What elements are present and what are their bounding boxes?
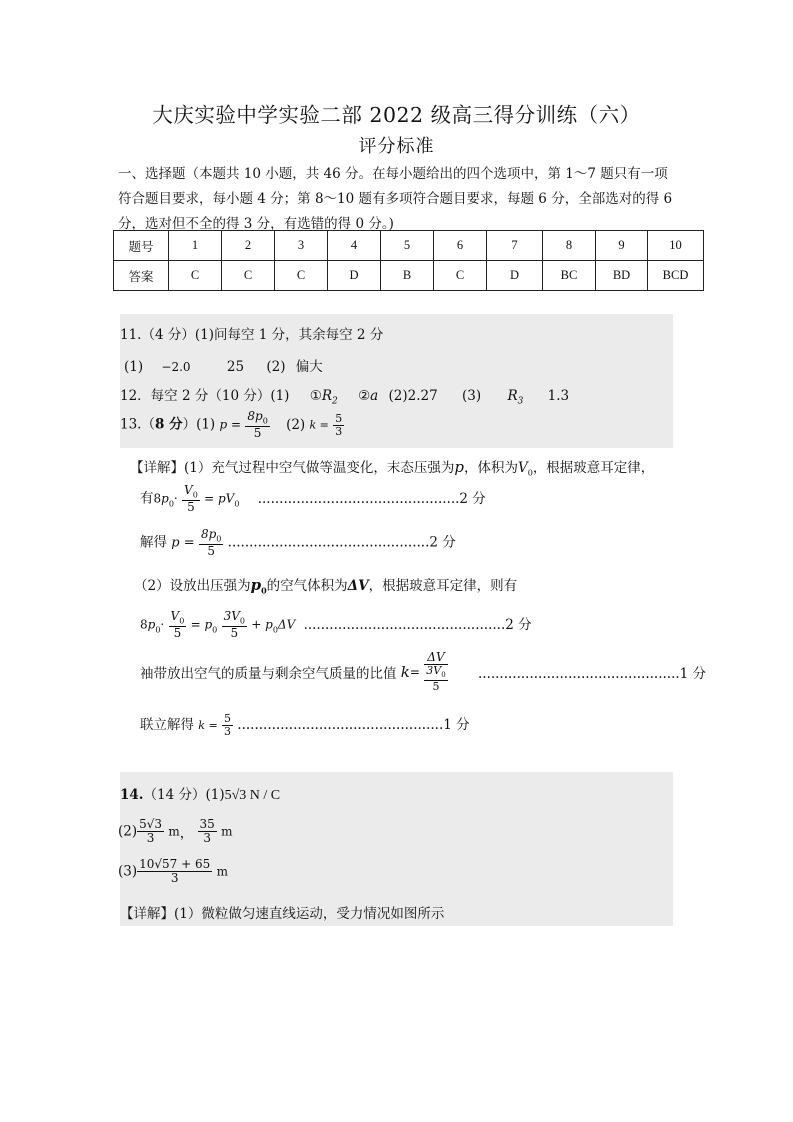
solve-fraction <box>199 528 223 558</box>
table-cell: BC <box>543 261 596 291</box>
frac-den: 3 <box>146 831 155 846</box>
frac-num: 5 <box>223 712 231 725</box>
frac-num: ΔV <box>424 651 447 665</box>
table-cell: B <box>381 261 434 291</box>
q14-fraction-2 <box>198 818 217 845</box>
table-cell: 4 <box>328 231 381 261</box>
table-cell: 5 <box>381 231 434 261</box>
frac-sub: 0 <box>216 534 222 544</box>
q13-equation-1: 有$8p_0\cdot$ $\frac{V_0}{5}$ = $pV_0$ ...............................................2 分 <box>140 483 486 515</box>
table-cell: 6 <box>434 231 487 261</box>
detail-text: ，根据玻意耳定律， <box>532 460 655 476</box>
frac-sub: 0 <box>239 616 245 626</box>
intro-line: 符合题目要求，每小题 4 分；第 8～10 题有多项符合题目要求，每题 6 分，全部选对的得 6 <box>118 191 673 207</box>
frac-num: 8p <box>200 527 217 541</box>
frac-den: 5 <box>253 426 262 441</box>
answer-table <box>113 230 704 291</box>
page-title: 大庆实验中学实验二部 2022 级高三得分训练（六） <box>152 103 641 127</box>
q12-r3-symbol: R <box>507 388 518 404</box>
eq-8: 8 <box>153 491 162 506</box>
score-dots: ...............................................2 分 <box>227 534 456 551</box>
q13-head-text: 13.（ <box>120 416 155 433</box>
intro-line: 一、选择题（本题共 10 小题，共 46 分。在每小题给出的四个选项中，第 1～7 题只有一项 <box>118 166 668 182</box>
q13-solve-2 <box>140 713 470 738</box>
table-cell: 2 <box>222 231 275 261</box>
detail-v-sub: 0 <box>527 468 533 478</box>
separator: ， <box>179 825 194 842</box>
table-cell: 9 <box>596 231 648 261</box>
eq-8: 8 <box>140 617 148 632</box>
frac-den: 5 <box>187 500 195 515</box>
table-cell: C <box>222 261 275 291</box>
inner-fraction <box>424 665 447 693</box>
q11-value-1: −2.0 <box>161 360 191 374</box>
q13-equation-2: $8p_0\cdot$ $\frac{V_0}{5}$ = $p_0$ $\frac{3V_0}{5}$ + $p_0\Delta V$ ...............................................2 分 <box>140 609 532 641</box>
q13-detail-line <box>130 456 654 478</box>
frac-den: 3 <box>223 725 231 739</box>
eq-rhs: = pV <box>204 491 235 506</box>
q11-value-2: 25 <box>226 359 245 375</box>
frac-sub: 0 <box>441 671 446 680</box>
table-cell: 3 <box>275 231 328 261</box>
q14-num: 14. <box>120 787 144 803</box>
frac-num: 3V <box>426 664 442 678</box>
q14-header <box>120 783 280 804</box>
q12-r-sub: 2 <box>332 396 338 407</box>
q14-part2: (2) <box>118 823 138 840</box>
part2-text: （2）设放出压强为 <box>134 578 251 594</box>
q14-detail: 【详解】(1）微粒做匀速直线运动，受力情况如图所示 <box>120 906 445 922</box>
frac-num: 35 <box>199 817 215 831</box>
eq-have: 有 <box>140 490 154 507</box>
q12-r3-sub: 3 <box>517 396 524 407</box>
frac-den: 5 <box>207 544 215 559</box>
frac-den: 5 <box>432 680 440 694</box>
section-intro <box>118 162 678 237</box>
q12-part3: (3) <box>462 388 482 404</box>
solve-label: 联立解得 <box>140 717 194 734</box>
solve-label: 解得 <box>140 534 167 551</box>
frac-num: 3V <box>223 609 240 623</box>
solve-fraction <box>222 713 233 738</box>
unit: m <box>168 824 180 839</box>
frac-den: 3 <box>170 871 179 886</box>
q14-fraction-1 <box>137 818 164 845</box>
frac-num: 5√3 <box>139 817 163 831</box>
eq-fraction: $\frac{V_0}{5}$ <box>170 609 185 641</box>
q13-part2: (2) <box>286 416 306 433</box>
part2-text: ，根据玻意耳定律，则有 <box>368 578 518 594</box>
table-cell: 1 <box>169 231 222 261</box>
solve-k-eq: k = <box>198 719 218 733</box>
q14-fraction-3 <box>137 858 212 885</box>
frac-sub: 0 <box>179 616 185 626</box>
table-cell: BCD <box>648 261 704 291</box>
q11-header: 11.（4 分）(1)问每空 1 分，其余每空 2 分 <box>120 327 384 343</box>
frac-sub: 0 <box>192 490 198 500</box>
q13-fraction-k <box>333 413 344 438</box>
frac-den: 3 <box>335 424 343 438</box>
q13-header <box>120 410 344 440</box>
solve-p-eq: p = <box>171 535 195 551</box>
eq-sub: 0 <box>234 499 240 509</box>
table-cell: 7 <box>487 231 543 261</box>
q11-value-3: 偏大 <box>295 359 323 375</box>
q14-score: （14 分） <box>143 787 206 803</box>
q11-answer-row <box>124 355 323 375</box>
q13-score: 8 分 <box>154 416 183 433</box>
frac-den: 5 <box>230 626 239 641</box>
q14-answer-2 <box>118 818 233 845</box>
eq-rhs: = p <box>190 617 213 632</box>
part2-sub: 0 <box>261 585 267 596</box>
page-subtitle: 评分标准 <box>358 136 435 157</box>
score-dots: ................................................1 分 <box>237 717 470 734</box>
detail-v: V <box>517 460 528 476</box>
table-row-answers <box>114 261 704 291</box>
q13-p-eq: p = <box>219 417 242 432</box>
table-cell: 10 <box>648 231 704 261</box>
frac-den: 3 <box>203 831 211 846</box>
q14-value-1: 5√3 N / C <box>224 788 281 803</box>
q12-answer-row <box>120 384 569 407</box>
detail-text: ，体积为 <box>463 460 518 476</box>
q12-a-symbol: a <box>370 388 379 404</box>
score-dots: ...............................................2 分 <box>303 616 532 633</box>
score-dots: ...............................................2 分 <box>257 490 486 507</box>
table-cell: C <box>275 261 328 291</box>
part2-dv: ΔV <box>347 578 369 594</box>
q11-label-1: (1) <box>124 359 144 375</box>
eq-sub: 0 <box>272 625 278 635</box>
q13-solve-1 <box>140 528 456 558</box>
table-header-cell: 答案 <box>114 261 169 291</box>
eq-dv: ΔV <box>277 617 296 632</box>
frac-num: 8p <box>247 409 263 423</box>
q14-part3: (3) <box>118 863 138 880</box>
unit: m <box>216 864 228 879</box>
q12-circle-1: ① <box>309 388 322 404</box>
ratio-fraction <box>424 651 447 693</box>
q11-label-2: (2) <box>266 359 286 375</box>
score-dots: ...............................................1 分 <box>477 666 707 683</box>
intro-line: 分，选对但不全的得 3 分，有选错的得 0 分。) <box>118 216 394 232</box>
table-cell: D <box>328 261 381 291</box>
q13-head-end: ）(1) <box>182 416 216 433</box>
part2-text: 的空气体积为 <box>266 578 348 594</box>
q13-fraction-p <box>245 410 269 440</box>
eq-fraction-2 <box>222 610 247 640</box>
q13-k-eq: k = <box>309 418 329 432</box>
eq-sub: 0 <box>212 625 218 635</box>
eq-fraction: $\frac{V_0}{5}$ <box>184 483 198 515</box>
q12-circle-2: ② <box>358 388 371 404</box>
table-cell: 8 <box>543 231 596 261</box>
eq-rhs: + p <box>251 617 273 632</box>
table-cell: C <box>169 261 222 291</box>
q12-value: 1.3 <box>547 388 570 404</box>
eq-sub: 0 <box>155 625 161 635</box>
table-row-numbers <box>114 231 704 261</box>
frac-num: 10√57 + 65 <box>139 857 211 871</box>
frac-den-compound <box>424 665 447 693</box>
table-cell: C <box>434 261 487 291</box>
frac-num: 5 <box>335 411 343 425</box>
q13-ratio-line: 袖带放出空气的质量与剩余空气质量的比值 k= $\frac{\Delta V}{\frac{3V_0}{5}}$ ...............................................1 分 <box>140 650 707 694</box>
q12-r-symbol: R <box>321 388 333 404</box>
table-header-cell: 题号 <box>114 231 169 261</box>
unit: m <box>221 824 233 839</box>
table-cell: D <box>487 261 543 291</box>
q14-answer-3 <box>118 858 228 885</box>
frac-sub: 0 <box>262 416 268 426</box>
ratio-text: 袖带放出空气的质量与剩余空气质量的比值 <box>140 666 397 683</box>
detail-text: 【详解】(1）充气过程中空气做等温变化，末态压强为 <box>130 460 455 476</box>
table-cell: BD <box>596 261 648 291</box>
q12-part2: (2)2.27 <box>388 388 438 404</box>
q12-header: 12．每空 2 分（10 分）(1) <box>120 388 290 404</box>
detail-p: p <box>454 458 464 476</box>
eq-sub: 0 <box>168 499 174 509</box>
q14-part1: (1) <box>205 787 225 803</box>
q13-part2-line: （2）设放出压强为$p_0$的空气体积为ΔV，根据玻意耳定律，则有 <box>134 576 518 596</box>
frac-den: 5 <box>173 626 182 641</box>
